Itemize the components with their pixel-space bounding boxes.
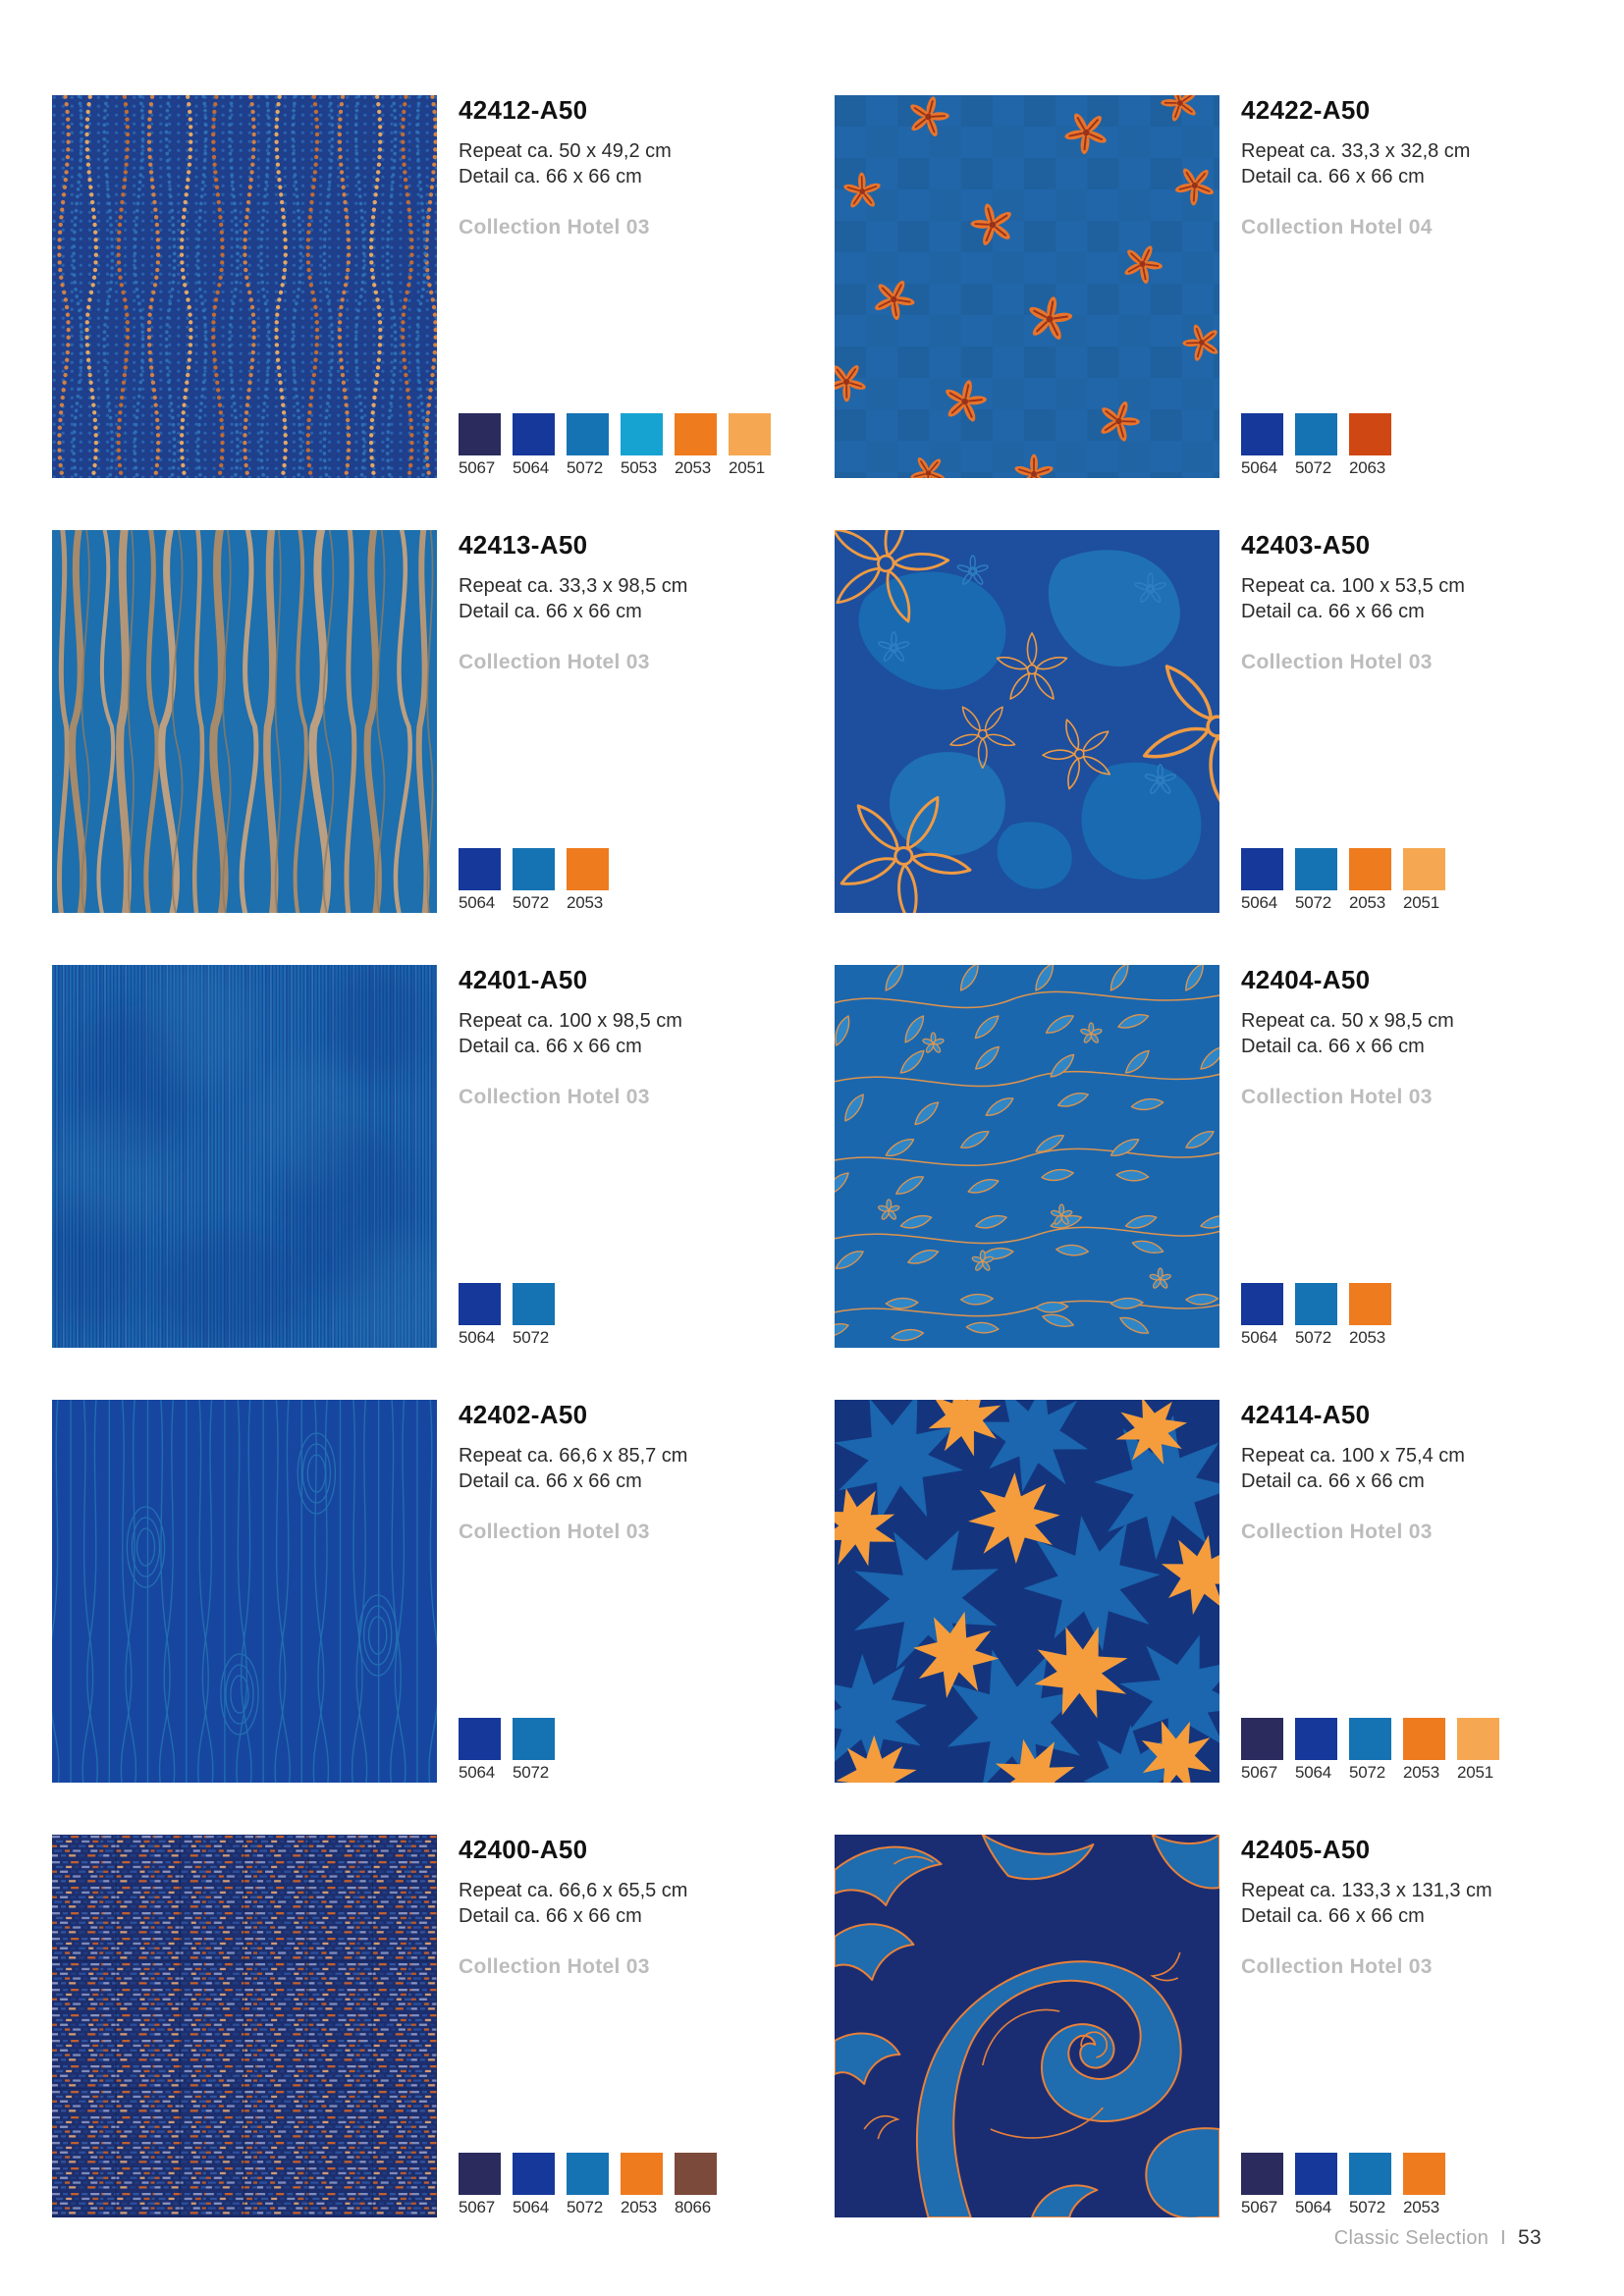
color-box bbox=[567, 413, 609, 455]
footer-separator: I bbox=[1500, 2227, 1507, 2249]
color-box bbox=[1403, 848, 1445, 890]
color-box bbox=[1241, 2153, 1283, 2195]
color-code-label: 2053 bbox=[1349, 1328, 1386, 1347]
color-box bbox=[513, 848, 555, 890]
repeat-dimensions: Repeat ca. 33,3 x 32,8 cm bbox=[1241, 140, 1471, 162]
color-box bbox=[513, 413, 555, 455]
product-info bbox=[1241, 965, 1617, 1348]
color-code-label: 5072 bbox=[513, 1328, 550, 1347]
color-swatch bbox=[513, 848, 567, 913]
color-box bbox=[1349, 848, 1391, 890]
footer-section-label: Classic Selection bbox=[1333, 2227, 1489, 2249]
product-info bbox=[459, 1835, 835, 2217]
color-code-label: 2051 bbox=[729, 458, 766, 477]
color-code-label: 5072 bbox=[567, 458, 604, 477]
color-swatch bbox=[513, 1718, 567, 1783]
color-box bbox=[675, 2153, 717, 2195]
color-box bbox=[513, 1283, 555, 1325]
color-palette bbox=[1241, 2153, 1617, 2217]
color-swatch bbox=[1403, 2153, 1457, 2217]
color-box bbox=[459, 1718, 501, 1760]
color-code-label: 5067 bbox=[459, 2198, 496, 2216]
repeat-dimensions: Repeat ca. 100 x 75,4 cm bbox=[1241, 1445, 1465, 1467]
color-code-label: 2053 bbox=[1403, 1763, 1440, 1782]
product-card bbox=[835, 530, 1617, 913]
repeat-dimensions: Repeat ca. 100 x 53,5 cm bbox=[1241, 575, 1465, 597]
color-box bbox=[459, 1283, 501, 1325]
color-box bbox=[1349, 1283, 1391, 1325]
collection-label: Collection Hotel 03 bbox=[459, 1085, 650, 1108]
color-swatch bbox=[1295, 1283, 1349, 1348]
pattern-swatch bbox=[835, 1835, 1219, 2217]
repeat-dimensions: Repeat ca. 50 x 49,2 cm bbox=[459, 140, 672, 162]
collection-label: Collection Hotel 03 bbox=[1241, 650, 1433, 673]
color-code-label: 2053 bbox=[621, 2198, 658, 2216]
color-swatch bbox=[675, 413, 729, 478]
detail-dimensions: Detail ca. 66 x 66 cm bbox=[1241, 1470, 1425, 1493]
color-swatch bbox=[513, 2153, 567, 2217]
color-swatch bbox=[1241, 848, 1295, 913]
collection-label: Collection Hotel 04 bbox=[1241, 215, 1433, 239]
color-swatch bbox=[567, 848, 621, 913]
color-box bbox=[513, 1718, 555, 1760]
color-swatch bbox=[1349, 1283, 1403, 1348]
color-palette bbox=[1241, 1283, 1617, 1348]
repeat-dimensions: Repeat ca. 100 x 98,5 cm bbox=[459, 1010, 682, 1032]
color-swatch bbox=[1349, 848, 1403, 913]
color-box bbox=[675, 413, 717, 455]
color-swatch bbox=[675, 2153, 729, 2217]
pattern-swatch bbox=[52, 95, 437, 478]
color-code-label: 5067 bbox=[459, 458, 496, 477]
color-box bbox=[1295, 1718, 1337, 1760]
product-card bbox=[835, 95, 1617, 478]
color-box bbox=[1241, 1283, 1283, 1325]
color-palette bbox=[1241, 1718, 1617, 1783]
color-box bbox=[621, 2153, 663, 2195]
color-swatch bbox=[459, 848, 513, 913]
color-code-label: 2053 bbox=[1349, 893, 1386, 912]
color-code-label: 5072 bbox=[1295, 893, 1332, 912]
color-palette bbox=[459, 2153, 835, 2217]
color-box bbox=[1241, 1718, 1283, 1760]
detail-dimensions: Detail ca. 66 x 66 cm bbox=[1241, 601, 1425, 623]
color-box bbox=[1241, 413, 1283, 455]
color-swatch bbox=[1241, 2153, 1295, 2217]
color-swatch bbox=[621, 2153, 675, 2217]
color-code-label: 5072 bbox=[567, 2198, 604, 2216]
product-info bbox=[1241, 95, 1617, 478]
color-box bbox=[567, 848, 609, 890]
color-code-label: 5064 bbox=[513, 2198, 550, 2216]
color-code-label: 5072 bbox=[1295, 458, 1332, 477]
color-code-label: 5064 bbox=[1241, 1328, 1278, 1347]
color-swatch bbox=[459, 1718, 513, 1783]
color-swatch bbox=[513, 413, 567, 478]
product-code: 42400-A50 bbox=[459, 1835, 588, 1864]
color-code-label: 8066 bbox=[675, 2198, 712, 2216]
color-code-label: 5072 bbox=[1295, 1328, 1332, 1347]
detail-dimensions: Detail ca. 66 x 66 cm bbox=[459, 1036, 642, 1058]
product-info bbox=[459, 965, 835, 1348]
product-code: 42422-A50 bbox=[1241, 95, 1371, 125]
page-footer bbox=[1334, 2226, 1542, 2250]
color-code-label: 5067 bbox=[1241, 2198, 1278, 2216]
pattern-swatch bbox=[835, 965, 1219, 1348]
product-code: 42405-A50 bbox=[1241, 1835, 1371, 1864]
color-box bbox=[567, 2153, 609, 2195]
color-box bbox=[1241, 848, 1283, 890]
product-code: 42401-A50 bbox=[459, 965, 588, 994]
color-swatch bbox=[1241, 413, 1295, 478]
collection-label: Collection Hotel 03 bbox=[1241, 1954, 1433, 1978]
color-code-label: 5072 bbox=[1349, 1763, 1386, 1782]
color-swatch bbox=[567, 413, 621, 478]
collection-label: Collection Hotel 03 bbox=[1241, 1520, 1433, 1543]
detail-dimensions: Detail ca. 66 x 66 cm bbox=[459, 166, 642, 188]
color-palette bbox=[459, 413, 835, 478]
product-code: 42404-A50 bbox=[1241, 965, 1371, 994]
color-swatch bbox=[1295, 1718, 1349, 1783]
collection-label: Collection Hotel 03 bbox=[1241, 1085, 1433, 1108]
pattern-swatch bbox=[52, 530, 437, 913]
collection-label: Collection Hotel 03 bbox=[459, 1954, 650, 1978]
color-code-label: 2053 bbox=[567, 893, 604, 912]
repeat-dimensions: Repeat ca. 133,3 x 131,3 cm bbox=[1241, 1880, 1492, 1901]
repeat-dimensions: Repeat ca. 50 x 98,5 cm bbox=[1241, 1010, 1454, 1032]
color-code-label: 5064 bbox=[459, 893, 496, 912]
color-swatch bbox=[1457, 1718, 1511, 1783]
color-swatch bbox=[621, 413, 675, 478]
product-info bbox=[1241, 530, 1617, 913]
detail-dimensions: Detail ca. 66 x 66 cm bbox=[1241, 166, 1425, 188]
color-swatch bbox=[729, 413, 783, 478]
color-box bbox=[459, 2153, 501, 2195]
product-card bbox=[835, 1400, 1617, 1783]
product-card bbox=[52, 965, 835, 1348]
color-code-label: 2051 bbox=[1457, 1763, 1494, 1782]
color-code-label: 2063 bbox=[1349, 458, 1386, 477]
collection-label: Collection Hotel 03 bbox=[459, 650, 650, 673]
product-code: 42414-A50 bbox=[1241, 1400, 1371, 1429]
color-box bbox=[729, 413, 771, 455]
collection-label: Collection Hotel 03 bbox=[459, 1520, 650, 1543]
color-swatch bbox=[513, 1283, 567, 1348]
product-info bbox=[1241, 1400, 1617, 1783]
pattern-swatch bbox=[835, 95, 1219, 478]
color-swatch bbox=[1349, 2153, 1403, 2217]
detail-dimensions: Detail ca. 66 x 66 cm bbox=[1241, 1905, 1425, 1928]
collection-label: Collection Hotel 03 bbox=[459, 215, 650, 239]
color-code-label: 5064 bbox=[459, 1763, 496, 1782]
color-palette bbox=[1241, 848, 1617, 913]
color-box bbox=[1403, 2153, 1445, 2195]
color-box bbox=[1349, 413, 1391, 455]
color-code-label: 5072 bbox=[513, 1763, 550, 1782]
color-box bbox=[1295, 413, 1337, 455]
color-code-label: 5072 bbox=[1349, 2198, 1386, 2216]
color-swatch bbox=[1295, 2153, 1349, 2217]
color-palette bbox=[459, 1718, 835, 1783]
color-swatch bbox=[1241, 1283, 1295, 1348]
color-box bbox=[513, 2153, 555, 2195]
product-info bbox=[459, 530, 835, 913]
color-code-label: 2053 bbox=[1403, 2198, 1440, 2216]
product-card bbox=[52, 1400, 835, 1783]
color-box bbox=[621, 413, 663, 455]
color-box bbox=[1349, 1718, 1391, 1760]
color-code-label: 5064 bbox=[513, 458, 550, 477]
color-code-label: 5067 bbox=[1241, 1763, 1278, 1782]
color-swatch bbox=[459, 2153, 513, 2217]
color-box bbox=[1457, 1718, 1499, 1760]
color-box bbox=[459, 413, 501, 455]
product-code: 42413-A50 bbox=[459, 530, 588, 560]
repeat-dimensions: Repeat ca. 66,6 x 85,7 cm bbox=[459, 1445, 688, 1467]
pattern-swatch bbox=[835, 530, 1219, 913]
product-code: 42402-A50 bbox=[459, 1400, 588, 1429]
color-box bbox=[1295, 848, 1337, 890]
color-swatch bbox=[1349, 413, 1403, 478]
color-swatch bbox=[1241, 1718, 1295, 1783]
color-box bbox=[1349, 2153, 1391, 2195]
color-box bbox=[459, 848, 501, 890]
color-code-label: 2051 bbox=[1403, 893, 1440, 912]
repeat-dimensions: Repeat ca. 33,3 x 98,5 cm bbox=[459, 575, 688, 597]
color-code-label: 5053 bbox=[621, 458, 658, 477]
pattern-swatch bbox=[52, 965, 437, 1348]
product-card bbox=[52, 1835, 835, 2217]
color-box bbox=[1403, 1718, 1445, 1760]
product-code: 42412-A50 bbox=[459, 95, 588, 125]
footer-page-number: 53 bbox=[1518, 2226, 1542, 2249]
color-swatch bbox=[1295, 848, 1349, 913]
product-code: 42403-A50 bbox=[1241, 530, 1371, 560]
color-swatch bbox=[1403, 848, 1457, 913]
color-swatch bbox=[1403, 1718, 1457, 1783]
product-card bbox=[52, 530, 835, 913]
product-card bbox=[52, 95, 835, 478]
product-grid bbox=[52, 95, 1617, 2217]
pattern-swatch bbox=[835, 1400, 1219, 1783]
color-code-label: 5064 bbox=[1241, 893, 1278, 912]
detail-dimensions: Detail ca. 66 x 66 cm bbox=[459, 1470, 642, 1493]
product-info bbox=[1241, 1835, 1617, 2217]
color-code-label: 5064 bbox=[459, 1328, 496, 1347]
color-swatch bbox=[459, 1283, 513, 1348]
detail-dimensions: Detail ca. 66 x 66 cm bbox=[459, 1905, 642, 1928]
product-card bbox=[835, 1835, 1617, 2217]
color-box bbox=[1295, 1283, 1337, 1325]
color-code-label: 2053 bbox=[675, 458, 712, 477]
product-info bbox=[459, 95, 835, 478]
color-code-label: 5064 bbox=[1295, 2198, 1332, 2216]
color-palette bbox=[459, 1283, 835, 1348]
detail-dimensions: Detail ca. 66 x 66 cm bbox=[1241, 1036, 1425, 1058]
color-swatch bbox=[1295, 413, 1349, 478]
repeat-dimensions: Repeat ca. 66,6 x 65,5 cm bbox=[459, 1880, 688, 1901]
detail-dimensions: Detail ca. 66 x 66 cm bbox=[459, 601, 642, 623]
color-code-label: 5064 bbox=[1295, 1763, 1332, 1782]
color-swatch bbox=[567, 2153, 621, 2217]
color-swatch bbox=[1349, 1718, 1403, 1783]
product-info bbox=[459, 1400, 835, 1783]
pattern-swatch bbox=[52, 1835, 437, 2217]
color-box bbox=[1295, 2153, 1337, 2195]
color-palette bbox=[459, 848, 835, 913]
color-code-label: 5072 bbox=[513, 893, 550, 912]
color-code-label: 5064 bbox=[1241, 458, 1278, 477]
pattern-swatch bbox=[52, 1400, 437, 1783]
color-swatch bbox=[459, 413, 513, 478]
color-palette bbox=[1241, 413, 1617, 478]
product-card bbox=[835, 965, 1617, 1348]
